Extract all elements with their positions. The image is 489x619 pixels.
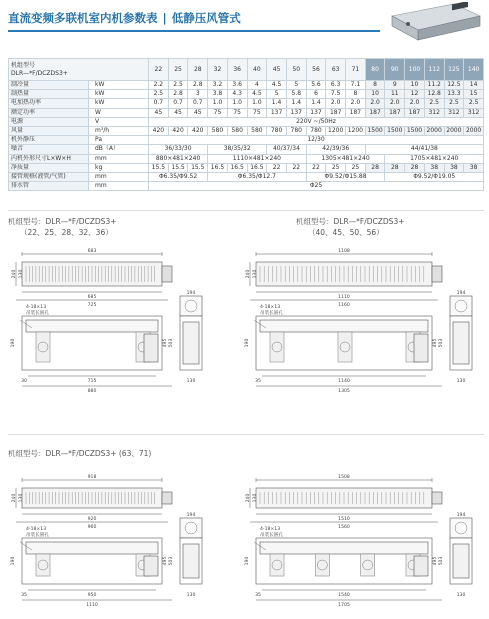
row-value: 16.5	[247, 163, 267, 172]
row-value: 2000	[464, 126, 484, 135]
spec-table	[8, 58, 484, 191]
row-value: 580	[227, 126, 247, 135]
drawings-divider-2	[8, 434, 484, 435]
dimension-label: 685	[87, 295, 97, 300]
dimension-label: 725	[87, 303, 97, 308]
row-value: 2.8	[168, 90, 188, 99]
row-value: 14	[464, 81, 484, 90]
row-value: 420	[149, 126, 169, 135]
dimension-label: 1108	[338, 249, 350, 254]
dimension-label: 495	[163, 338, 168, 348]
dimension-label: 240	[12, 269, 17, 279]
row-value: 38	[464, 163, 484, 172]
row-value: 312	[444, 108, 464, 117]
spec-row	[9, 154, 484, 163]
row-value: 25	[346, 163, 366, 172]
row-value: 5.8	[286, 90, 306, 99]
row-value: 3.6	[227, 81, 247, 90]
model-63: 63	[326, 59, 346, 81]
row-value: 15.5	[149, 163, 169, 172]
drawing-shape	[144, 556, 158, 576]
dimension-label: 683	[87, 249, 97, 254]
model-140: 140	[464, 59, 484, 81]
row-unit: m³/h	[89, 126, 149, 135]
spec-row	[9, 99, 484, 108]
row-value: 11	[385, 90, 405, 99]
row-value: 6.3	[326, 81, 346, 90]
row-value: 1500	[365, 126, 385, 135]
row-value: 2.5	[149, 90, 169, 99]
model-label-line1: 机组型号	[11, 61, 36, 69]
row-value: 5	[267, 90, 287, 99]
row-value: 13.3	[444, 90, 464, 99]
row-value: 38	[444, 163, 464, 172]
row-value: Φ9.52/Φ15.88	[306, 172, 385, 181]
model-40: 40	[247, 59, 267, 81]
drawing-shape	[414, 334, 428, 362]
spec-row	[9, 172, 484, 181]
row-value: 44/41/38	[365, 145, 483, 154]
dimension-label: 1305	[338, 389, 350, 394]
row-value: 5.6	[306, 81, 326, 90]
dimension-label: 4-18×13	[260, 527, 281, 532]
model-label	[9, 59, 149, 81]
row-unit: Pa	[89, 136, 149, 145]
row-value: 880×481×240	[149, 154, 208, 163]
row-value: 187	[326, 108, 346, 117]
drawing-d2	[240, 242, 484, 428]
dimension-label: 918	[87, 475, 97, 480]
dimension-label: 190	[245, 338, 250, 348]
row-unit: V	[89, 117, 149, 126]
spec-row	[9, 126, 484, 135]
row-name: 制冷量	[9, 81, 89, 90]
row-name: 内机外形尺寸L×W×H	[9, 154, 89, 163]
row-value: 42/39/36	[306, 145, 365, 154]
row-value: 16.5	[227, 163, 247, 172]
dimension-label: 1560	[338, 525, 350, 530]
row-value: 15	[464, 90, 484, 99]
row-value: 15.5	[188, 163, 208, 172]
dimension-label: 950	[87, 593, 97, 598]
dimension-label: 1110	[86, 603, 98, 608]
row-value: 6	[306, 90, 326, 99]
row-unit: kW	[89, 81, 149, 90]
row-value: 15.5	[168, 163, 188, 172]
model-71: 71	[346, 59, 366, 81]
spec-row	[9, 117, 484, 126]
d3-caption: 机组型号：DLR—*F/DCZDS3+ (63、71)	[8, 449, 152, 458]
dimension-label: 吊装长圆孔	[260, 311, 283, 316]
row-value: 2.8	[188, 81, 208, 90]
row-value: 2.0	[405, 99, 425, 108]
row-value: 2000	[444, 126, 464, 135]
spec-body	[9, 81, 484, 191]
row-value: 3	[188, 90, 208, 99]
row-value: 0.7	[188, 99, 208, 108]
row-value: 1.4	[267, 99, 287, 108]
row-value: 580	[247, 126, 267, 135]
spec-row	[9, 90, 484, 99]
row-value: 1.0	[227, 99, 247, 108]
drawing-shape	[162, 492, 172, 504]
row-value: 312	[424, 108, 444, 117]
drawing-shape	[432, 492, 442, 504]
model-45: 45	[267, 59, 287, 81]
row-value: 12	[405, 90, 425, 99]
row-value: 2000	[424, 126, 444, 135]
row-value: 2.0	[346, 99, 366, 108]
model-row	[9, 59, 484, 81]
row-value: 420	[168, 126, 188, 135]
spec-row	[9, 108, 484, 117]
drawing-shape	[414, 556, 428, 576]
row-value: 0.7	[168, 99, 188, 108]
model-label-line2: DLR—*F/DCZDS3+	[11, 69, 68, 77]
row-value: 4.5	[267, 81, 287, 90]
row-value: 137	[267, 108, 287, 117]
row-value: 10	[405, 81, 425, 90]
dimension-label: 吊装长圆孔	[26, 311, 49, 316]
dimension-label: 190	[11, 338, 16, 348]
drawing-d3	[6, 472, 240, 618]
row-value: 45	[188, 108, 208, 117]
spec-row	[9, 81, 484, 90]
dimension-label: 194	[186, 513, 196, 518]
model-125: 125	[444, 59, 464, 81]
spec-row	[9, 136, 484, 145]
drawing-shape	[450, 518, 472, 538]
spec-row	[9, 163, 484, 172]
drawing-shape	[450, 296, 472, 316]
row-value: 22	[306, 163, 326, 172]
dimension-label: 30	[21, 379, 27, 384]
dimension-label: 35	[21, 593, 27, 598]
row-value: 40/37/34	[267, 145, 306, 154]
row-value: 187	[346, 108, 366, 117]
row-value: 5	[286, 81, 306, 90]
dimension-label: 1160	[338, 303, 350, 308]
drawing-shape	[144, 334, 158, 362]
row-name: 接管规格(液管/气管)	[9, 172, 89, 181]
model-100: 100	[405, 59, 425, 81]
header-rule	[8, 30, 380, 32]
row-value: 1200	[346, 126, 366, 135]
row-value: 11.2	[424, 81, 444, 90]
row-value: 420	[188, 126, 208, 135]
row-name: 风量	[9, 126, 89, 135]
drawing-shape	[260, 320, 428, 332]
dimension-label: 130	[253, 269, 258, 279]
row-value: 780	[267, 126, 287, 135]
row-value: 12/30	[149, 136, 484, 145]
row-unit: kW	[89, 90, 149, 99]
row-value: 10	[365, 90, 385, 99]
row-unit: dB（A）	[89, 145, 149, 154]
title-sub: 低静压风管式	[171, 11, 241, 25]
dimension-label: 1540	[338, 593, 350, 598]
drawing-shape	[260, 542, 428, 554]
dimension-label: 503	[169, 338, 174, 348]
dimension-label: 130	[253, 493, 258, 503]
row-value: 1705×481×240	[385, 154, 484, 163]
page-title	[8, 10, 241, 26]
row-value: Φ9.52/Φ19.05	[385, 172, 484, 181]
row-value: 3.2	[208, 81, 228, 90]
row-value: 7.1	[346, 81, 366, 90]
row-value: Φ25	[149, 182, 484, 191]
dimension-label: 503	[439, 338, 444, 348]
d2-caption-1: 机组型号：DLR—*F/DCZDS3+	[296, 217, 405, 226]
drawing-shape	[162, 266, 172, 282]
row-value: Φ6.35/Φ9.52	[149, 172, 208, 181]
row-value: 2.5	[424, 99, 444, 108]
row-value: 7.5	[326, 90, 346, 99]
row-value: 220V ~/50Hz	[149, 117, 484, 126]
dimension-label: 35	[255, 593, 261, 598]
page-header	[8, 10, 380, 34]
row-unit: mm	[89, 154, 149, 163]
row-value: 8	[346, 90, 366, 99]
model-32: 32	[208, 59, 228, 81]
row-value: 1305×481×240	[306, 154, 385, 163]
row-value: 4.3	[227, 90, 247, 99]
row-value: 2.0	[326, 99, 346, 108]
row-unit: mm	[89, 182, 149, 191]
dimension-label: 吊装长圆孔	[260, 533, 283, 538]
row-name: 噪音	[9, 145, 89, 154]
row-value: 75	[227, 108, 247, 117]
dimension-label: 240	[246, 493, 251, 503]
title-separator: |	[162, 11, 167, 25]
dimension-label: 130	[456, 379, 466, 384]
row-value: 28	[405, 163, 425, 172]
row-value: 22	[267, 163, 287, 172]
dimension-label: 1510	[338, 517, 350, 522]
row-value: 28	[365, 163, 385, 172]
drawing-shape	[453, 544, 469, 578]
dimension-label: 1508	[338, 475, 350, 480]
dimension-label: 4-18×13	[26, 305, 47, 310]
dimension-label: 920	[87, 517, 97, 522]
row-value: 137	[286, 108, 306, 117]
model-50: 50	[286, 59, 306, 81]
row-value: 2.5	[168, 81, 188, 90]
model-56: 56	[306, 59, 326, 81]
title-main: 直流变频多联机室内机参数表	[8, 11, 158, 25]
product-photo	[388, 2, 484, 42]
drawing-d1	[6, 242, 240, 428]
row-unit: mm	[89, 172, 149, 181]
row-value: 187	[365, 108, 385, 117]
row-value: 137	[306, 108, 326, 117]
drawings-area	[0, 210, 489, 619]
model-25: 25	[168, 59, 188, 81]
model-90: 90	[385, 59, 405, 81]
row-value: 36/33/30	[149, 145, 208, 154]
row-name: 电源	[9, 117, 89, 126]
row-name: 额定功率	[9, 108, 89, 117]
row-value: 1500	[385, 126, 405, 135]
dimension-label: 960	[87, 525, 97, 530]
drawing-shape	[183, 322, 199, 364]
row-value: 16.5	[208, 163, 228, 172]
row-value: 2.2	[149, 81, 169, 90]
row-value: 1200	[326, 126, 346, 135]
row-value: 28	[385, 163, 405, 172]
row-value: 4	[247, 81, 267, 90]
dimension-label: 吊装长圆孔	[26, 533, 49, 538]
model-80: 80	[365, 59, 385, 81]
model-36: 36	[227, 59, 247, 81]
dimension-label: 4-18×13	[26, 527, 47, 532]
d2-caption-2: （40、45、50、56）	[308, 228, 384, 237]
d1-caption-1: 机组型号：DLR—*F/DCZDS3+	[8, 217, 117, 226]
row-value: 187	[385, 108, 405, 117]
row-value: 3.8	[208, 90, 228, 99]
drawing-shape	[26, 320, 158, 332]
row-value: 312	[464, 108, 484, 117]
row-value: 2.0	[365, 99, 385, 108]
row-value: 780	[306, 126, 326, 135]
drawing-shape	[180, 296, 202, 316]
row-value: 22	[286, 163, 306, 172]
row-value: 25	[326, 163, 346, 172]
row-unit: kg	[89, 163, 149, 172]
dimension-label: 130	[456, 593, 466, 598]
row-value: 45	[149, 108, 169, 117]
dimension-label: 1705	[338, 603, 350, 608]
model-22: 22	[149, 59, 169, 81]
dimension-label: 130	[186, 379, 196, 384]
dimension-label: 1140	[338, 379, 350, 384]
row-value: Φ6.35/Φ12.7	[208, 172, 307, 181]
row-value: 38/35/32	[208, 145, 267, 154]
row-value: 1.4	[286, 99, 306, 108]
drawing-shape	[453, 322, 469, 364]
spec-row	[9, 145, 484, 154]
row-name: 排水管	[9, 182, 89, 191]
dimension-label: 190	[11, 556, 16, 566]
drawing-d4	[240, 472, 484, 618]
dimension-label: 715	[87, 379, 97, 384]
row-name: 制热量	[9, 90, 89, 99]
dimension-label: 130	[19, 269, 24, 279]
dimension-label: 194	[456, 291, 466, 296]
dimension-label: 1110	[338, 295, 350, 300]
dimension-label: 240	[12, 493, 17, 503]
drawing-shape	[180, 518, 202, 538]
row-value: 580	[208, 126, 228, 135]
dimension-label: 190	[245, 556, 250, 566]
row-unit: W	[89, 108, 149, 117]
dimension-label: 194	[456, 513, 466, 518]
row-value: 2.5	[464, 99, 484, 108]
row-value: 0.7	[149, 99, 169, 108]
dimension-label: 503	[439, 556, 444, 566]
row-value: 75	[247, 108, 267, 117]
row-value: 780	[286, 126, 306, 135]
drawings-divider	[8, 210, 484, 211]
row-value: 8	[365, 81, 385, 90]
row-value: 1500	[405, 126, 425, 135]
drawing-shape	[432, 266, 442, 282]
row-value: 38	[424, 163, 444, 172]
row-name: 电加热功率	[9, 99, 89, 108]
model-112: 112	[424, 59, 444, 81]
row-value: 12.5	[444, 81, 464, 90]
dimension-label: 130	[186, 593, 196, 598]
row-value: 1.0	[247, 99, 267, 108]
row-value: 187	[405, 108, 425, 117]
row-value: 1110×481×240	[208, 154, 307, 163]
row-name: 机外静压	[9, 136, 89, 145]
dimension-label: 880	[87, 389, 97, 394]
row-value: 2.0	[385, 99, 405, 108]
d1-caption-2: （22、25、28、32、36）	[20, 228, 113, 237]
row-value: 75	[208, 108, 228, 117]
row-value: 12.8	[424, 90, 444, 99]
row-value: 1.0	[208, 99, 228, 108]
row-value: 45	[168, 108, 188, 117]
row-value: 9	[385, 81, 405, 90]
dimension-label: 194	[186, 291, 196, 296]
row-value: 2.5	[444, 99, 464, 108]
dimension-label: 130	[19, 493, 24, 503]
dimension-label: 240	[246, 269, 251, 279]
dimension-label: 495	[163, 556, 168, 566]
dimension-label: 503	[169, 556, 174, 566]
drawing-shape	[183, 544, 199, 578]
row-name: 净质量	[9, 163, 89, 172]
row-value: 1.4	[306, 99, 326, 108]
dimension-label: 4-18×13	[260, 305, 281, 310]
model-28: 28	[188, 59, 208, 81]
dimension-label: 495	[433, 556, 438, 566]
row-value: 4.5	[247, 90, 267, 99]
row-unit: kW	[89, 99, 149, 108]
dimension-label: 35	[255, 379, 261, 384]
spec-row	[9, 182, 484, 191]
drawing-shape	[26, 542, 158, 554]
dimension-label: 495	[433, 338, 438, 348]
